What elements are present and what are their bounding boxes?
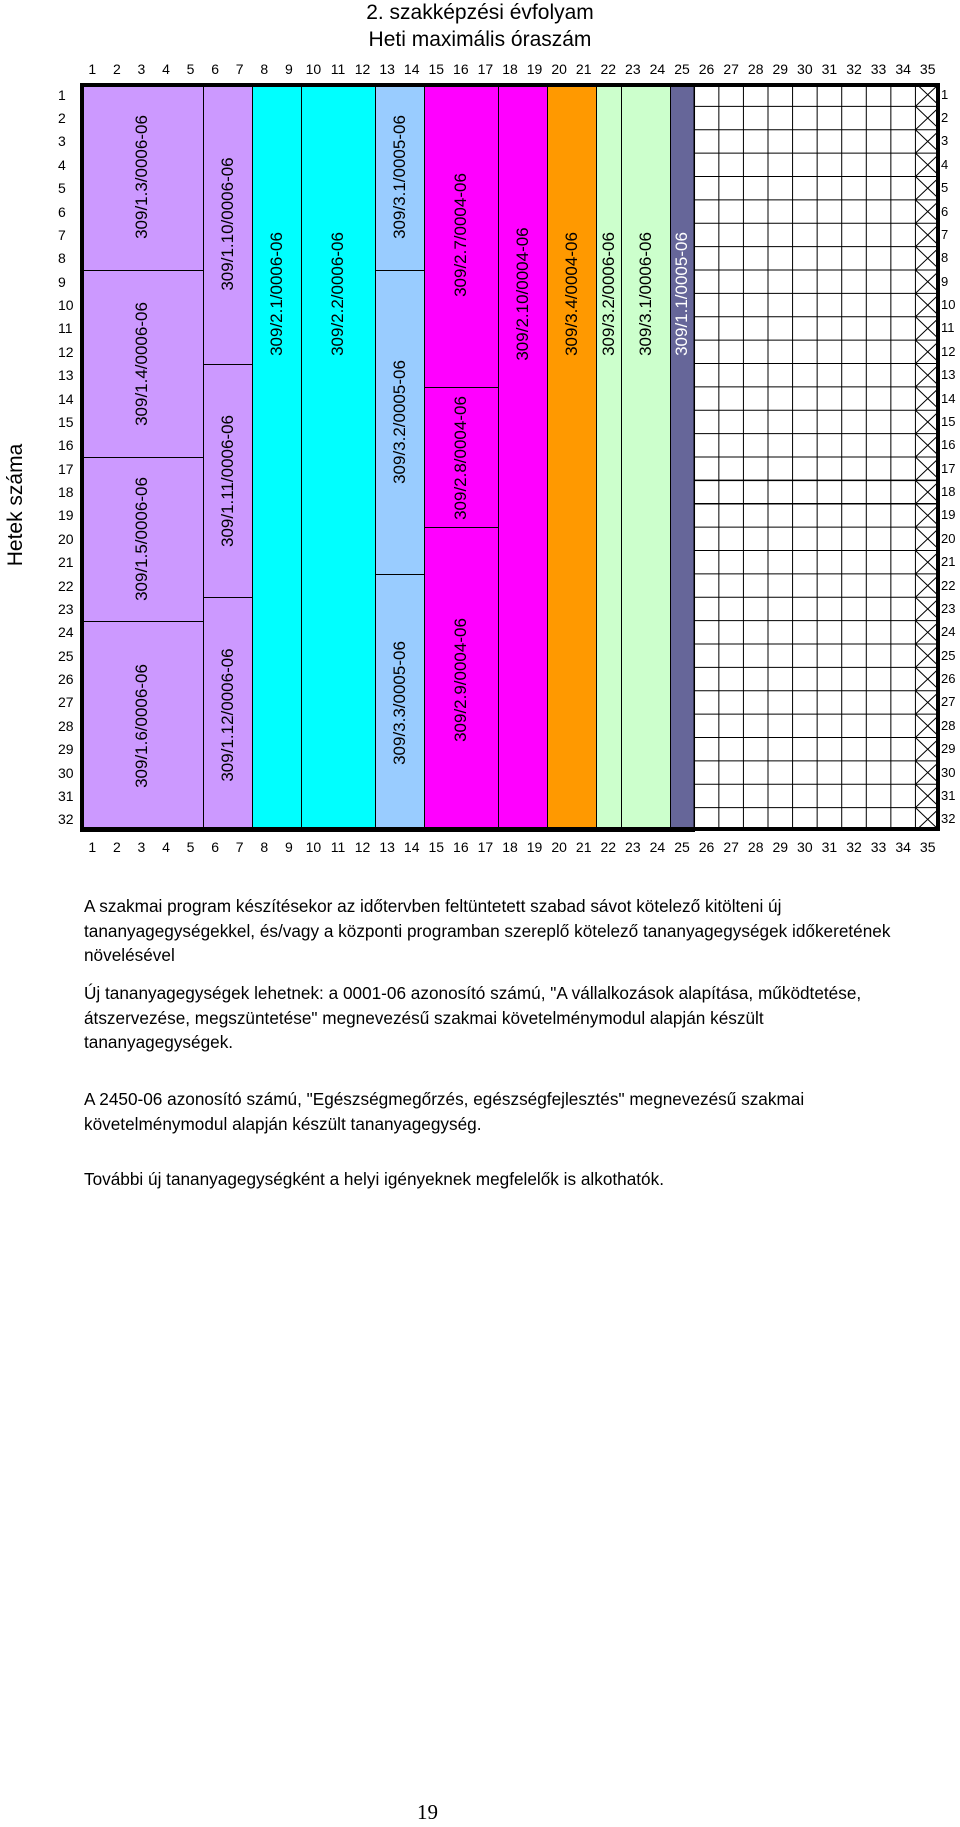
column-number: 31 xyxy=(821,839,838,855)
row-number: 10 xyxy=(941,297,956,313)
column-number: 21 xyxy=(575,839,592,855)
column-number: 25 xyxy=(674,839,690,855)
row-number: 6 xyxy=(941,203,949,219)
row-number: 12 xyxy=(941,343,956,359)
column-number: 30 xyxy=(797,61,813,77)
row-number: 4 xyxy=(58,156,66,173)
row-number: 30 xyxy=(58,764,74,781)
row-number: 31 xyxy=(58,787,74,804)
module-code-label: 309/2.2/0006-06 xyxy=(328,232,348,357)
column-number: 1 xyxy=(88,839,97,855)
column-number: 14 xyxy=(403,61,420,77)
column-number: 11 xyxy=(330,61,346,77)
page-number: 19 xyxy=(417,1800,438,1824)
row-number: 19 xyxy=(58,507,74,524)
module-code-label: 309/1.6/0006-06 xyxy=(131,664,151,789)
column-number: 33 xyxy=(870,839,887,855)
row-number: 3 xyxy=(941,133,949,149)
column-number: 13 xyxy=(379,61,395,77)
note-paragraph-4: További új tananyagegységként a helyi igényeknek megfelelők is alkothatók. xyxy=(84,1169,664,1189)
module-code-label: 309/1.3/0006-06 xyxy=(131,115,151,239)
row-number: 27 xyxy=(58,694,74,711)
module-code-label: 309/3.2/0005-06 xyxy=(389,360,409,485)
row-number: 8 xyxy=(58,250,66,267)
column-number: 7 xyxy=(235,61,244,77)
column-number: 17 xyxy=(477,61,494,77)
row-number: 18 xyxy=(941,484,956,500)
column-number: 17 xyxy=(477,839,494,855)
module-code-label: 309/3.1/0005-06 xyxy=(389,115,409,239)
row-number: 2 xyxy=(58,110,66,127)
row-number: 23 xyxy=(941,600,956,616)
column-number: 33 xyxy=(870,61,887,77)
row-number: 21 xyxy=(58,554,74,571)
row-number: 24 xyxy=(58,624,74,641)
row-number: 24 xyxy=(941,624,956,640)
module-code-label: 309/1.11/0006-06 xyxy=(217,414,237,547)
column-number: 5 xyxy=(186,839,195,855)
row-number: 31 xyxy=(941,787,956,803)
row-number: 32 xyxy=(941,811,956,827)
column-number: 22 xyxy=(600,839,617,855)
row-number: 17 xyxy=(941,460,956,476)
column-number: 20 xyxy=(551,61,567,77)
column-number: 4 xyxy=(162,61,170,77)
row-number: 28 xyxy=(941,717,956,733)
row-number: 25 xyxy=(58,647,74,664)
row-number: 25 xyxy=(941,647,956,663)
note-paragraph-2: Új tananyagegységek lehetnek: a 0001-06 azonosító számú, "A vállalkozások alapítása, működtetése, átszervezése, megszüntetése" megnevezésű szakmai követelménymodul alapján készült tananyagegységek. xyxy=(84,983,862,1052)
row-number: 11 xyxy=(941,320,955,336)
column-number: 12 xyxy=(354,839,371,855)
row-number: 16 xyxy=(58,437,74,454)
column-number: 11 xyxy=(330,839,346,855)
column-number: 4 xyxy=(162,839,170,855)
column-number: 15 xyxy=(428,61,445,77)
module-code-label: 309/2.10/0004-06 xyxy=(512,227,532,362)
column-number: 21 xyxy=(575,61,592,77)
column-number: 1 xyxy=(88,61,97,77)
column-number: 8 xyxy=(260,61,269,77)
row-number: 27 xyxy=(941,694,956,710)
column-number: 26 xyxy=(698,839,715,855)
row-number: 13 xyxy=(58,367,74,384)
column-number: 34 xyxy=(895,839,911,855)
row-number: 7 xyxy=(58,226,66,243)
row-number: 4 xyxy=(941,156,949,172)
module-code-label: 309/3.1/0006-06 xyxy=(635,232,655,357)
row-number: 17 xyxy=(58,460,74,477)
row-number: 6 xyxy=(58,203,66,220)
column-number: 32 xyxy=(846,61,862,77)
row-number: 18 xyxy=(58,484,74,501)
column-number: 18 xyxy=(502,61,518,77)
row-number: 29 xyxy=(941,741,956,757)
row-number: 32 xyxy=(58,811,74,828)
column-number: 19 xyxy=(526,61,543,77)
free-slot-grid xyxy=(80,83,940,831)
column-number: 10 xyxy=(305,61,322,77)
note-paragraph-1: A szakmai program készítésekor az időtervben feltüntetett szabad sávot kötelező kitölteni új tananyagegységekkel, és/vagy a központi programban szereplő kötelező tananyagegységek időkeretének növelésével xyxy=(84,896,891,965)
row-number: 11 xyxy=(58,320,73,337)
column-number: 34 xyxy=(895,61,911,77)
row-number: 16 xyxy=(941,437,956,453)
schedule-grid xyxy=(80,83,940,831)
row-number: 19 xyxy=(941,507,956,523)
module-code-label: 309/3.3/0005-06 xyxy=(389,641,409,765)
row-number: 7 xyxy=(941,226,949,242)
module-code-label: 309/1.10/0006-06 xyxy=(217,157,237,291)
column-number: 23 xyxy=(625,839,641,855)
module-code-label: 309/1.5/0006-06 xyxy=(131,477,151,602)
column-number: 3 xyxy=(137,61,146,77)
row-number: 9 xyxy=(941,273,949,289)
row-number: 28 xyxy=(58,717,74,734)
column-number: 23 xyxy=(625,61,641,77)
column-number: 2 xyxy=(112,61,121,77)
module-code-label: 309/1.1/0005-06 xyxy=(672,232,692,357)
column-number: 13 xyxy=(379,839,395,855)
row-number: 14 xyxy=(941,390,956,406)
column-number: 19 xyxy=(526,839,543,855)
column-number: 8 xyxy=(260,839,269,855)
row-number: 2 xyxy=(941,110,949,126)
column-number: 26 xyxy=(698,61,715,77)
column-number: 6 xyxy=(211,839,220,855)
column-number: 27 xyxy=(723,839,739,855)
column-number: 20 xyxy=(551,839,567,855)
module-code-label: 309/3.2/0006-06 xyxy=(598,232,618,357)
page-title: 2. szakképzési évfolyam xyxy=(366,1,594,24)
row-number: 23 xyxy=(58,600,74,617)
note-paragraph-3: A 2450-06 azonosító számú, "Egészségmegőrzés, egészségfejlesztés" megnevezésű szakmai követelménymodul alapján készült tananyagegység. xyxy=(84,1089,805,1134)
row-number: 15 xyxy=(58,413,74,430)
column-number: 14 xyxy=(403,839,420,855)
row-number: 14 xyxy=(58,390,74,407)
row-number: 9 xyxy=(58,273,66,290)
row-number: 21 xyxy=(941,554,956,570)
column-number: 22 xyxy=(600,61,617,77)
column-number: 7 xyxy=(235,839,244,855)
column-number: 16 xyxy=(453,839,469,855)
column-number: 15 xyxy=(428,839,445,855)
row-number: 8 xyxy=(941,250,949,266)
module-code-label: 309/2.1/0006-06 xyxy=(267,232,287,357)
row-number: 1 xyxy=(58,86,66,103)
column-number: 18 xyxy=(502,839,518,855)
column-number: 10 xyxy=(305,839,322,855)
column-number: 5 xyxy=(186,61,195,77)
row-number: 15 xyxy=(941,413,956,429)
column-number: 28 xyxy=(747,61,764,77)
row-number: 3 xyxy=(58,133,66,150)
column-number: 9 xyxy=(284,61,293,77)
column-number: 25 xyxy=(674,61,690,77)
module-code-label: 309/2.8/0004-06 xyxy=(451,395,471,520)
row-number: 26 xyxy=(941,671,956,687)
column-number: 3 xyxy=(137,839,146,855)
column-number: 35 xyxy=(919,839,936,855)
column-number: 24 xyxy=(649,61,666,77)
row-number: 5 xyxy=(941,180,949,196)
y-axis-label: Hetek száma xyxy=(4,443,27,567)
column-number: 29 xyxy=(772,839,789,855)
module-code-label: 309/3.4/0004-06 xyxy=(561,232,581,357)
row-number: 22 xyxy=(941,577,956,593)
column-number: 28 xyxy=(747,839,764,855)
row-number: 20 xyxy=(58,530,74,547)
column-number: 24 xyxy=(649,839,666,855)
column-number: 6 xyxy=(211,61,220,77)
module-code-label: 309/2.9/0004-06 xyxy=(451,617,471,742)
column-number: 29 xyxy=(772,61,789,77)
column-number: 9 xyxy=(284,839,293,855)
column-number: 30 xyxy=(797,839,813,855)
column-number: 32 xyxy=(846,839,862,855)
column-number: 35 xyxy=(919,61,936,77)
row-number: 1 xyxy=(941,86,949,102)
row-number: 10 xyxy=(58,297,74,314)
column-number: 27 xyxy=(723,61,739,77)
row-number: 12 xyxy=(58,343,74,360)
module-code-label: 309/1.12/0006-06 xyxy=(217,647,237,782)
column-number: 16 xyxy=(453,61,469,77)
column-number: 12 xyxy=(354,61,371,77)
column-number: 2 xyxy=(112,839,121,855)
row-number: 13 xyxy=(941,367,956,383)
page-subtitle: Heti maximális óraszám xyxy=(368,28,592,51)
column-number: 31 xyxy=(821,61,838,77)
row-number: 5 xyxy=(58,180,66,197)
row-number: 26 xyxy=(58,671,74,688)
row-number: 29 xyxy=(58,741,74,758)
row-number: 22 xyxy=(58,577,74,594)
row-number: 30 xyxy=(941,764,956,780)
module-code-label: 309/1.4/0006-06 xyxy=(131,302,151,426)
module-code-label: 309/2.7/0004-06 xyxy=(451,173,471,298)
row-number: 20 xyxy=(941,530,956,546)
